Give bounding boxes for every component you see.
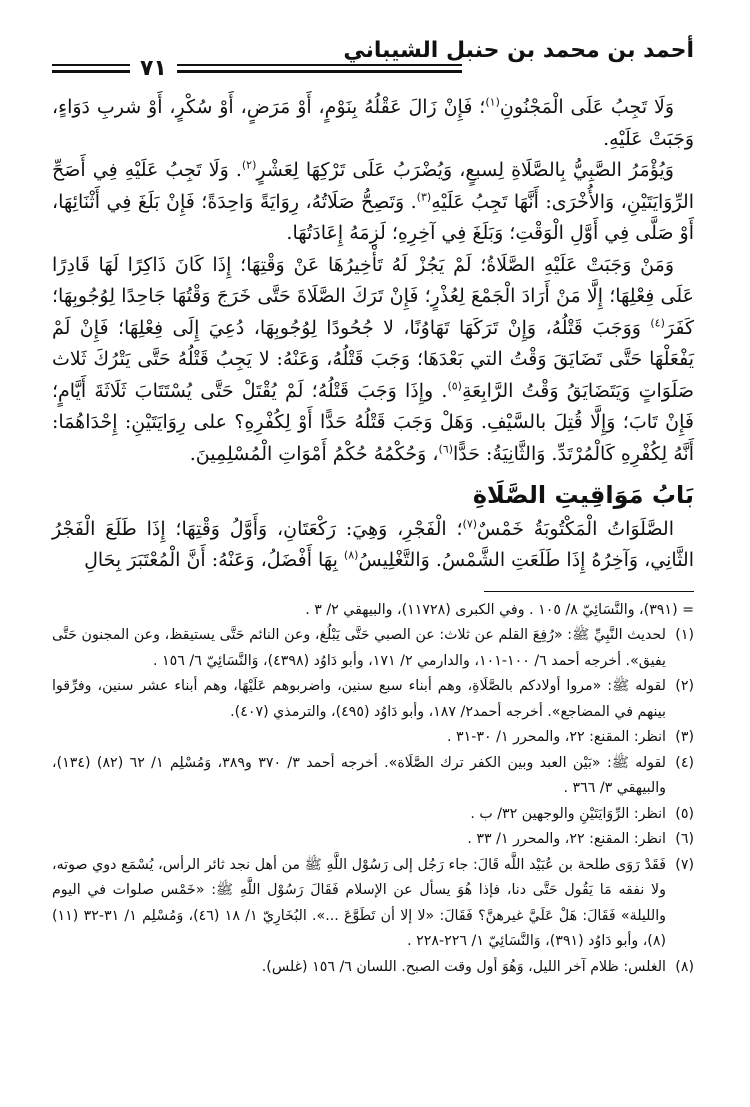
footnote-ref[interactable]: (٧) xyxy=(462,517,478,531)
footnote-separator xyxy=(484,591,694,592)
paragraph: وَلَا تَجِبُ عَلَى الْمَجْنُونِ$^{(١)}$؛ فَإِنْ زَالَ عَقْلُهُ بِنَوْمٍ، أَوْ مَرَضٍ، أَوْ سُكْرٍ، أَوْ شربِ دَوَاءٍ، وَجَبَتْ عَلَيْهِ. xyxy=(52,95,694,150)
footnote xyxy=(52,827,694,853)
footnote-text: انظر: المقنع: ٢٢، والمحرر ١/ ٣٠-٣١ . xyxy=(446,729,666,745)
footnote xyxy=(52,853,694,955)
footnote-text: الغلس: ظلام آخر الليل، وَهُوَ أول وقت الصبح. اللسان ٦/ ١٥٦ (غلس). xyxy=(261,958,666,975)
footnote xyxy=(52,955,694,981)
footnote-ref[interactable]: (٦) xyxy=(438,442,453,456)
footnote xyxy=(52,751,694,802)
footnote-ref[interactable]: (٤) xyxy=(650,316,665,330)
paragraph: وَمَنْ وَجَبَتْ عَلَيْهِ الصَّلَاةُ؛ لَمْ يَجُزْ لَهُ تَأْخِيرُهَا عَنْ وَقْتِهَا؛ إِذَا كَانَ ذَاكِرًا لَهَا قَادِرًا عَلَى فِعْلِهَا؛ إِلَّا مَنْ أَرَادَ الْجَمْعَ لِعُذْرٍ؛ فَإِنْ تَرَكَ الصَّلَاةَ حَتَّى خَرَجَ وَقْتُهَا جَاحِدًا لِوُجُوبِهَا؛ كَفَرَ$^{(٤)}$ وَوَجَبَ قَتْلُهُ، وَإِنْ تَرَكَهَا تَهَاوُنًا، لا جُحُودًا لِوُجُوبِهَا، دُعِيَ إِلَى فِعْلِهَا؛ فَإِنْ لَمْ يَفْعَلْهَا حَتَّى تَضَايَقَ وَقْتُ التي بَعْدَهَا؛ وَجَبَ قَتْلُهُ، وَعَنْهُ: لا يَجِبُ قَتْلُهُ حَتَّى يَتْرُكَ ثَلاث صَلَوَاتٍ وَيَتَضَايَقُ وَقْتُ الرَّابِعَةِ$^{(٥)}$. وإِذَا وَجَبَ قَتْلُهُ؛ لَمْ يُقْتَلْ حَتَّى يُسْتَتَابَ ثَلَاثَةَ أَيَّامٍ؛ فَإِنْ تَابَ؛ وَإِلَّا قُتِلَ بالسَّيْفِ. وَهَلْ وَجَبَ قَتْلُهُ حَدًّا أَوْ لِكُفْرِهِ؟ على رِوَايَتَيْنِ: إِحْدَاهُمَا: أَنَّهُ لِكُفْرِهِ كَالْمُرْتَدِّ. وَالثَّانِيَةُ: حَدًّا$^{(٦)}$، وَحُكْمُهُ حُكْمُ أَمْوَاتِ الْمُسْلِمِينَ. xyxy=(52,253,694,465)
footnote-text: لقوله ﷺ: «مروا أولادكم بالصَّلَاةِ، وهم أبناء سبع سنين، واضربوهم عَلَيْهَا، وهم أبناء عشر سنين، وفرِّقوا بينهم في المضاجع». أخرجه أحمد٢/ ١٨٧، وأبو دَاوُد (٤٩٥)، والترمذي (٤٠٧). xyxy=(52,678,666,720)
main-text xyxy=(52,92,694,577)
footnote-number: (٣) xyxy=(675,729,694,745)
paragraph: الصَّلَوَاتُ الْمَكْتُوبَةُ خَمْسٌ$^{(٧)}$؛ الْفَجْرِ، وَهِيَ: رَكْعَتَانِ، وَأَوَّلُ وَقْتِهَا؛ إِذَا طَلَعَ الْفَجْرُ الثَّانِي، وَآخِرُهُ إِذَا طَلَعَتِ الشَّمْسُ. وَالتَّغْلِيسُ$^{(٨)}$ بِهَا أَفْضَلُ، وَعَنْهُ: أَنَّ الْمُعْتَبَرَ بِحَالِ xyxy=(52,517,694,571)
footnote-text: انظر: المقنع: ٢٢، والمحرر ١/ ٣٣ . xyxy=(467,831,666,847)
book-page xyxy=(52,30,694,1090)
footnote-number: (١) xyxy=(675,627,694,643)
footnotes xyxy=(52,598,694,981)
footnote-number: (٥) xyxy=(675,805,694,822)
footnote-text: انظر: الرِّوَايَتَيْنِ والوجهين ٣٢/ ب . xyxy=(470,805,666,822)
paragraph: وَيُؤْمَرُ الصَّبِيُّ بِالصَّلَاةِ لِسبعٍ، وَيُضْرَبُ عَلَى تَرْكِهَا لِعَشْرٍ$^{(٢)}$. وَلَا تَجِبُ عَلَيْهِ فِي أَصَحِّ الرِّوَايَتَيْنِ، وَالأُخْرَى: أَنَّهَا تَجِبُ عَلَيْهِ$^{(٣)}$. وَتَصِحُّ صَلَاتُهُ، رِوَايَةً وَاحِدَةً؛ فَإِنْ بَلَغَ فِي أَثْنَائِهَا، أَوْ صَلَّى فِي أَوَّلِ الْوَقْتِ؛ وَبَلَغَ فِي آخِرِهِ؛ لَزِمَهُ إِعَادَتُهَا. xyxy=(52,158,694,244)
footnote-number: (٨) xyxy=(675,958,694,975)
header-rule xyxy=(52,70,462,73)
footnote xyxy=(52,674,694,725)
footnote-number: (٧) xyxy=(675,856,694,873)
footnote-ref[interactable]: (٣) xyxy=(416,190,432,204)
footnote-number: (٤) xyxy=(675,754,694,771)
running-header xyxy=(52,30,694,86)
footnote-ref[interactable]: (٥) xyxy=(447,379,462,393)
footnote xyxy=(52,623,694,674)
footnote xyxy=(52,725,694,751)
footnote-text: لحديث النَّبِيِّ ﷺ: «رُفِعَ القلم عن ثلاث: عن الصبي حَتَّى يَبْلُغ، وعن النائم حَتَّى يستيقظ، وعن المجنون حَتَّى يفيق». أخرجه أحمد ٦/ ١٠٠-١٠١، والدارمي ٢/ ١٧١، وأبو دَاوُد (٤٣٩٨)، وَالنَّسَائِيّ ٦/ ١٥٦ . xyxy=(52,627,666,669)
footnote-text: لقوله ﷺ: «بَيْن العبد وبين الكفر ترك الصَّلَاة». أخرجه أحمد ٣/ ٣٧٠ و٣٨٩، وَمُسْلِم ١/ ٦٢ (٨٢) (١٣٤)، والبيهقي ٣/ ٣٦٦ . xyxy=(52,754,666,796)
page-number: ٧١ xyxy=(130,56,177,81)
header-rule xyxy=(52,64,462,66)
footnote-number: (٦) xyxy=(675,831,694,847)
footnote-number: (٢) xyxy=(675,678,694,694)
footnote-ref[interactable]: (١) xyxy=(485,95,500,109)
footnote-ref[interactable]: (٨) xyxy=(343,548,359,562)
header-title: أحمد بن محمد بن حنبل الشيباني xyxy=(343,38,694,63)
chapter-title: بَابُ مَوَاقِيتِ الصَّلَاةِ xyxy=(472,481,694,509)
footnote-carryover: = (٣٩١)، والنَّسَائِيّ ٨/ ١٠٥ . وفي الكبرى (١١٧٢٨)، والبيهقي ٢/ ٣ . xyxy=(305,601,694,618)
footnote xyxy=(52,802,694,828)
footnote-text: فَقَدْ رَوَى طلحة بن عُبَيْد اللَّه قَالَ: جاء رَجُل إلى رَسُوْل اللَّهِ ﷺ من أهل نجد ثائر الرأس، يُسْمَع دوي صوته، ولا نفقه مَا يَقُول حَتَّى دنا، فإذا هُوَ يسأل عن الإسلام فَقَالَ رَسُوْل اللَّهِ ﷺ: «خَمْس صلوات في اليوم والليلة» فَقَالَ: هَلْ عَلَيَّ غيرهنَّ؟ فَقَالَ: «لا إلا أن تَطَوَّعَ ...». البُخَارِيّ ١/ ١٨ (٤٦)، وَمُسْلِم ١/ ٣١-٣٢ (١١) (٨)، وأبو دَاوُد (٣٩١)، وَالنَّسَائِيّ ١/ ٢٢٦-٢٢٨ . xyxy=(52,856,666,949)
footnote-ref[interactable]: (٢) xyxy=(241,158,257,172)
